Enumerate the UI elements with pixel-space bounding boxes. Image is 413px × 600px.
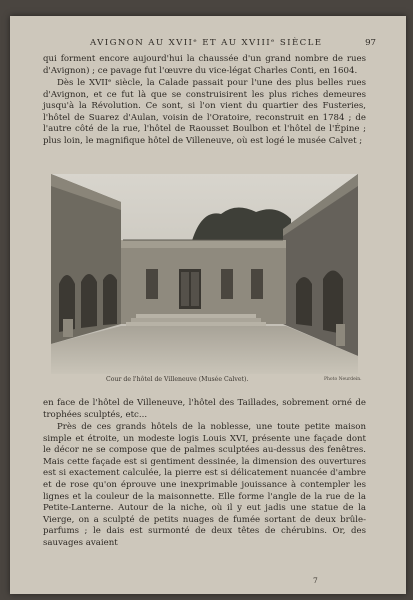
paragraph-3: en face de l'hôtel de Villeneuve, l'hôtel des Taillades, sobrement orné de trophées sculptés, etc...	[43, 398, 366, 420]
paragraph-4: Près de ces grands hôtels de la noblesse, une toute petite maison simple et étroite, un modeste logis Louis XVI, présente une façade dont le décor ne se compose que de palmes sculptées au-dessus des fenêtres. Mais cette façade est si gentiment dessinée, la dimension des ouvertures est si exactement calculée, la pierre est si délicatement nuancée d'ambre et de rose qu'on éprouve une inexprimable jouissance à contempler les lignes et la couleur de la maisonnette. Elle forme l'angle de la rue de la Petite-Lanterne. Autour de la niche, où il y eut jadis une statue de la Vierge, on a sculpté de petits nuages de fumée sortant de deux brûle-parfums ; le dais est surmonté de deux têtes de chérubins. Or, des sauvages avaient	[43, 422, 366, 548]
courtyard-illustration	[51, 174, 358, 374]
figure-caption: Cour de l'hôtel de Villeneuve (Musée Calvet).	[106, 376, 249, 383]
page-number: 97	[365, 38, 376, 48]
paragraph-1: qui forment encore aujourd'hui la chaussée d'un grand nombre de rues d'Avignon) ; ce pavage fut l'œuvre du vice-légat Charles Conti, en 1604.	[43, 54, 366, 76]
courtyard-photograph	[51, 174, 358, 374]
running-title: AVIGNON AU XVIIᵉ ET AU XVIIIᵉ SIÈCLE	[90, 38, 323, 48]
photo-credit: Photo Neurdein.	[324, 377, 362, 382]
book-page	[10, 16, 406, 594]
paragraph-2: Dès le XVIIᵉ siècle, la Calade passait pour l'une des plus belles rues d'Avignon, et ce fut là que se construisirent les plus riches demeures jusqu'à la Révolution. Ce sont, si l'on vient du quartier des Fusteries, l'hôtel de Suarez d'Aulan, voisin de l'Oratoire, reconstruit en 1784 ; de l'autre côté de la rue, l'hôtel de Raousset Boulbon et l'hôtel de l'Épine ; plus loin, le magnifique hôtel de Villeneuve, où est logé le musée Calvet ;	[43, 78, 366, 146]
signature-mark: 7	[313, 576, 318, 585]
